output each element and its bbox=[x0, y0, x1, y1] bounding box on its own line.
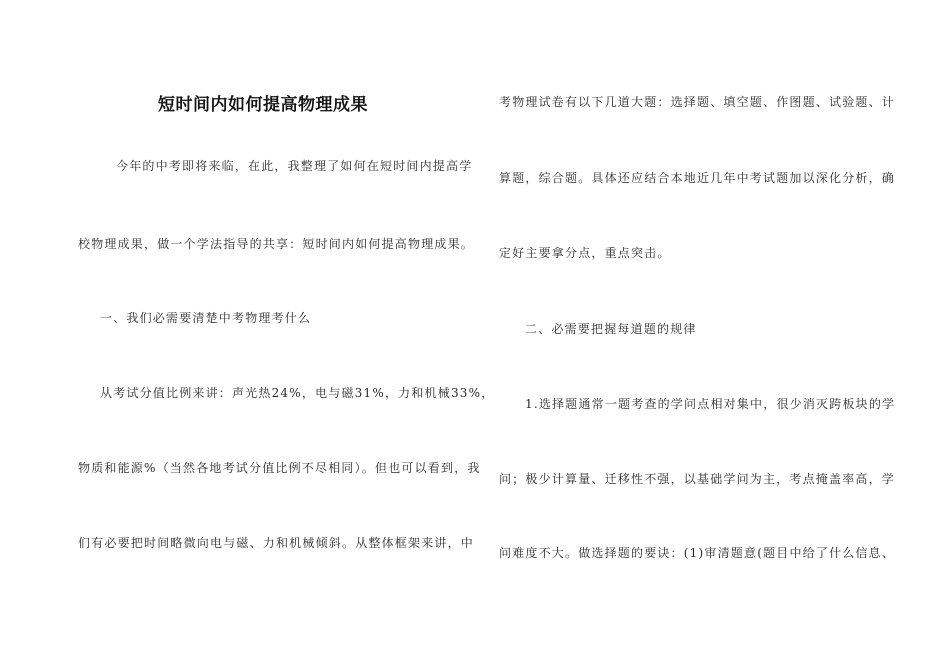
paragraph-line: 问；极少计算量、迁移性不强，以基础学问为主，考点掩盖率高，学 bbox=[499, 472, 896, 486]
paragraph-line: 们有必要把时间略微向电与磁、力和机械倾斜。从整体框架来讲，中 bbox=[78, 536, 475, 550]
paragraph-line: 1.选择题通常一题考查的学问点相对集中，很少消灭跨板块的学 bbox=[525, 397, 896, 411]
right-column bbox=[475, 0, 950, 672]
paragraph-line: 问难度不大。做选择题的要诀：(1)审清题意(题目中给了什么信息、 bbox=[499, 546, 896, 560]
paragraph-line: 今年的中考即将来临，在此，我整理了如何在短时间内提高学 bbox=[116, 159, 473, 173]
paragraph-line: 从考试分值比例来讲：声光热24%，电与磁31%，力和机械33%， bbox=[100, 386, 495, 400]
paragraph-line: 校物理成果，做一个学法指导的共享：短时间内如何提高物理成果。 bbox=[78, 237, 475, 251]
section-heading: 一、我们必需要清楚中考物理考什么 bbox=[100, 311, 312, 325]
section-heading: 二、必需要把握每道题的规律 bbox=[525, 322, 697, 336]
document-title: 短时间内如何提高物理成果 bbox=[158, 95, 368, 115]
paragraph-line: 定好主要拿分点，重点突击。 bbox=[499, 246, 671, 260]
paragraph-line: 算题，综合题。具体还应结合本地近几年中考试题加以深化分析，确 bbox=[499, 171, 896, 185]
paragraph-line: 物质和能源%（当然各地考试分值比例不尽相同）。但也可以看到，我 bbox=[78, 461, 481, 475]
paragraph-line: 考物理试卷有以下几道大题：选择题、填空题、作图题、试验题、计 bbox=[499, 95, 896, 109]
